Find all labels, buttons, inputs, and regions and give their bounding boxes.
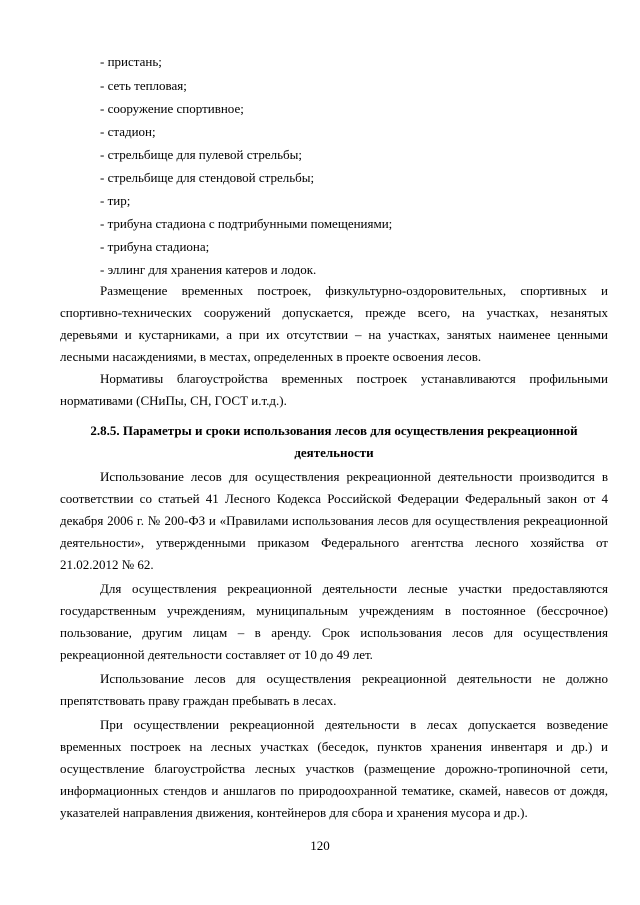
paragraph-provision: Для осуществления рекреационной деятельности лесные участки предоставляются государственным учреждениям, муниципальным учреждениям в постоянное (бессрочное) пользование, другим лицам – в аренду. Срок использования лесов для осуществления рекреационной деятельности составляет от 10 до 49 лет.: [60, 581, 608, 662]
page-number: 120: [310, 838, 330, 853]
list-item: - стадион;: [100, 124, 156, 139]
paragraph-no-obstruction: Использование лесов для осуществления рекреационной деятельности не должно препятствовать праву граждан пребывать в лесах.: [60, 671, 608, 708]
paragraph-usage-basis: Использование лесов для осуществления рекреационной деятельности производится в соответствии со статьей 41 Лесного Кодекса Российской Федерации Федеральный закон от 4 декабря 2006 г. № 200-ФЗ и «Правилами использования лесов для осуществления рекреационной деятельности», утвержденными приказом Федерального агентства лесного хозяйства от 21.02.2012 № 62.: [60, 469, 608, 572]
section-heading: 2.8.5. Параметры и сроки использования лесов для осуществления рекреационной деятельности: [90, 423, 578, 460]
list-item: - сооружение спортивное;: [100, 101, 244, 116]
list-item: - эллинг для хранения катеров и лодок.: [100, 262, 317, 277]
list-item: - стрельбище для пулевой стрельбы;: [100, 147, 302, 162]
list-item: - стрельбище для стендовой стрельбы;: [100, 170, 315, 185]
paragraph-allowed: При осуществлении рекреационной деятельности в лесах допускается возведение временных построек на лесных участках (беседок, пунктов хранения инвентаря и др.) и осуществление благоустройства лесных участков (размещение дорожно-тропиночной сети, информационных стендов и аншлагов по природоохранной тематике, скамей, навесов от дождя, указателей направления движения, контейнеров для сбора и хранения мусора и др.).: [60, 717, 608, 820]
list-item: - сеть тепловая;: [100, 78, 187, 93]
list-item: - трибуна стадиона с подтрибунными помещениями;: [100, 216, 393, 231]
list-item: - тир;: [100, 193, 131, 208]
list-item: - пристань;: [100, 54, 162, 69]
paragraph-placement: Размещение временных построек, физкультурно-оздоровительных, спортивных и спортивно-технических сооружений допускается, прежде всего, на участках, незанятых деревьями и кустарниками, а при их отсутствии – на участках, занятых наименее ценными лесными насаждениями, в местах, определенных в проекте освоения лесов.: [60, 283, 608, 364]
list-item: - трибуна стадиона;: [100, 239, 210, 254]
paragraph-norms: Нормативы благоустройства временных построек устанавливаются профильными нормативами (СНиПы, СН, ГОСТ и.т.д.).: [60, 371, 608, 408]
